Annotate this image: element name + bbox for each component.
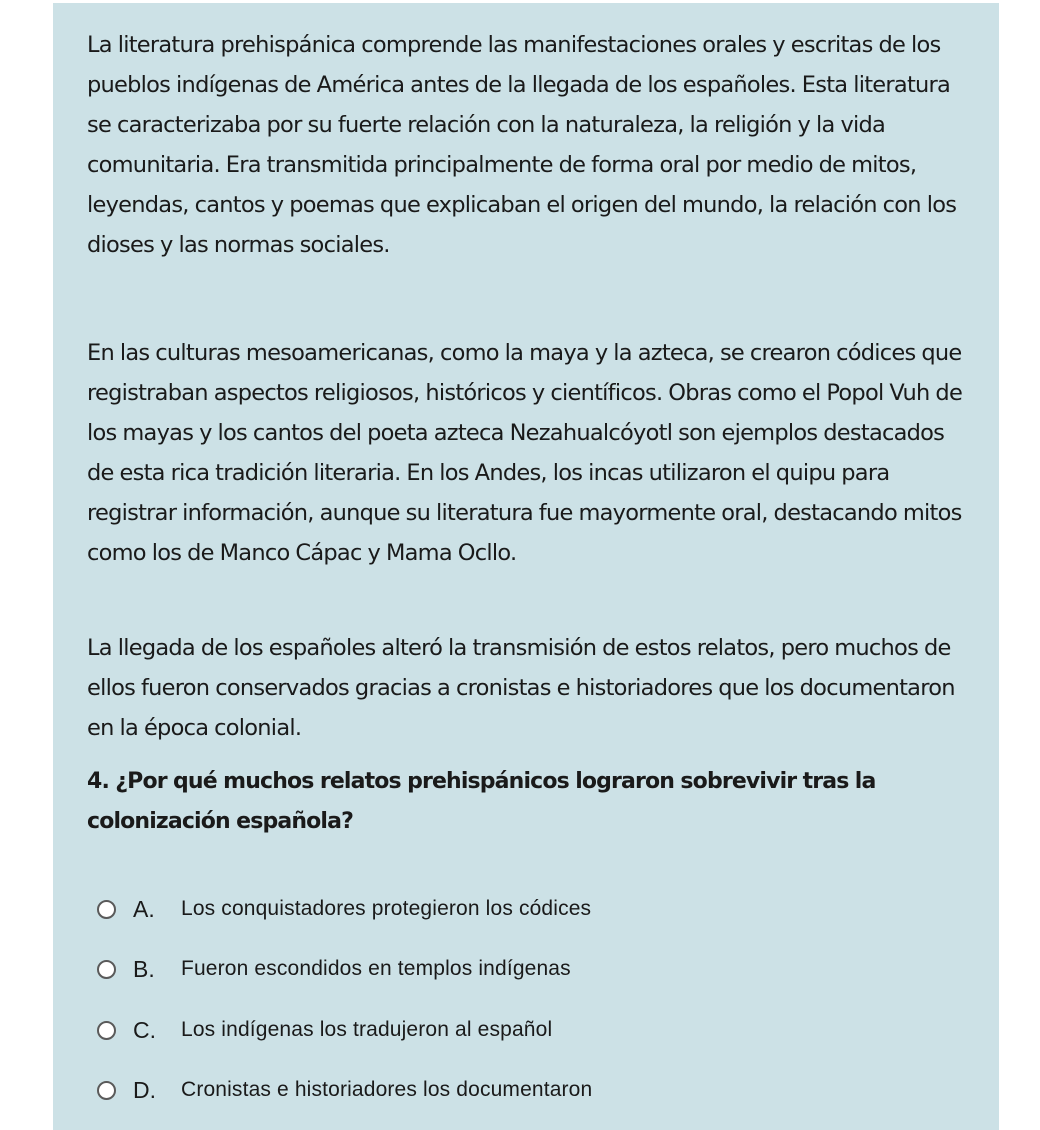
reading-paragraph-1: La literatura prehispánica comprende las manifestaciones orales y escritas de los pueblos indígenas de América antes de la llegada de los españoles. Esta literatura se caracterizaba por su fuerte relación con la naturaleza, la religión y la vida comunitaria. Era transmitida principalmente de forma oral por medio de mitos, leyendas, cantos y poemas que explicaban el origen del mundo, la relación con los dioses y las normas sociales.	[87, 32, 957, 259]
option-c-radio[interactable]	[97, 1021, 116, 1040]
option-d-letter: D.	[133, 1076, 156, 1103]
option-c-label[interactable]: Los indígenas los tradujeron al español	[181, 1018, 553, 1041]
option-a-letter: A.	[133, 895, 155, 922]
option-d-label[interactable]: Cronistas e historiadores los documentaron	[181, 1078, 593, 1101]
question-text: 4. ¿Por qué muchos relatos prehispánicos lograron sobrevivir tras la colonización española?	[87, 769, 876, 834]
option-b-letter: B.	[133, 955, 155, 982]
option-c-letter: C.	[133, 1016, 156, 1043]
option-a-radio[interactable]	[97, 900, 116, 919]
option-b-radio[interactable]	[97, 960, 116, 979]
option-a-label[interactable]: Los conquistadores protegieron los códices	[181, 897, 592, 920]
option-a[interactable]	[97, 889, 897, 929]
option-c[interactable]	[97, 1010, 897, 1050]
option-b[interactable]	[97, 949, 897, 989]
option-d-radio[interactable]	[97, 1081, 116, 1100]
option-b-label[interactable]: Fueron escondidos en templos indígenas	[181, 957, 571, 980]
option-d[interactable]	[97, 1070, 897, 1110]
reading-paragraph-3: La llegada de los españoles alteró la transmisión de estos relatos, pero muchos de ellos fueron conservados gracias a cronistas e historiadores que los documentaron en la época colonial.	[87, 635, 955, 742]
reading-paragraph-2: En las culturas mesoamericanas, como la maya y la azteca, se crearon códices que registraban aspectos religiosos, históricos y científicos. Obras como el Popol Vuh de los mayas y los cantos del poeta azteca Nezahualcóyotl son ejemplos destacados de esta rica tradición literaria. En los Andes, los incas utilizaron el quipu para registrar información, aunque su literatura fue mayormente oral, destacando mitos como los de Manco Cápac y Mama Ocllo.	[87, 340, 963, 567]
reading-panel	[53, 3, 999, 1130]
